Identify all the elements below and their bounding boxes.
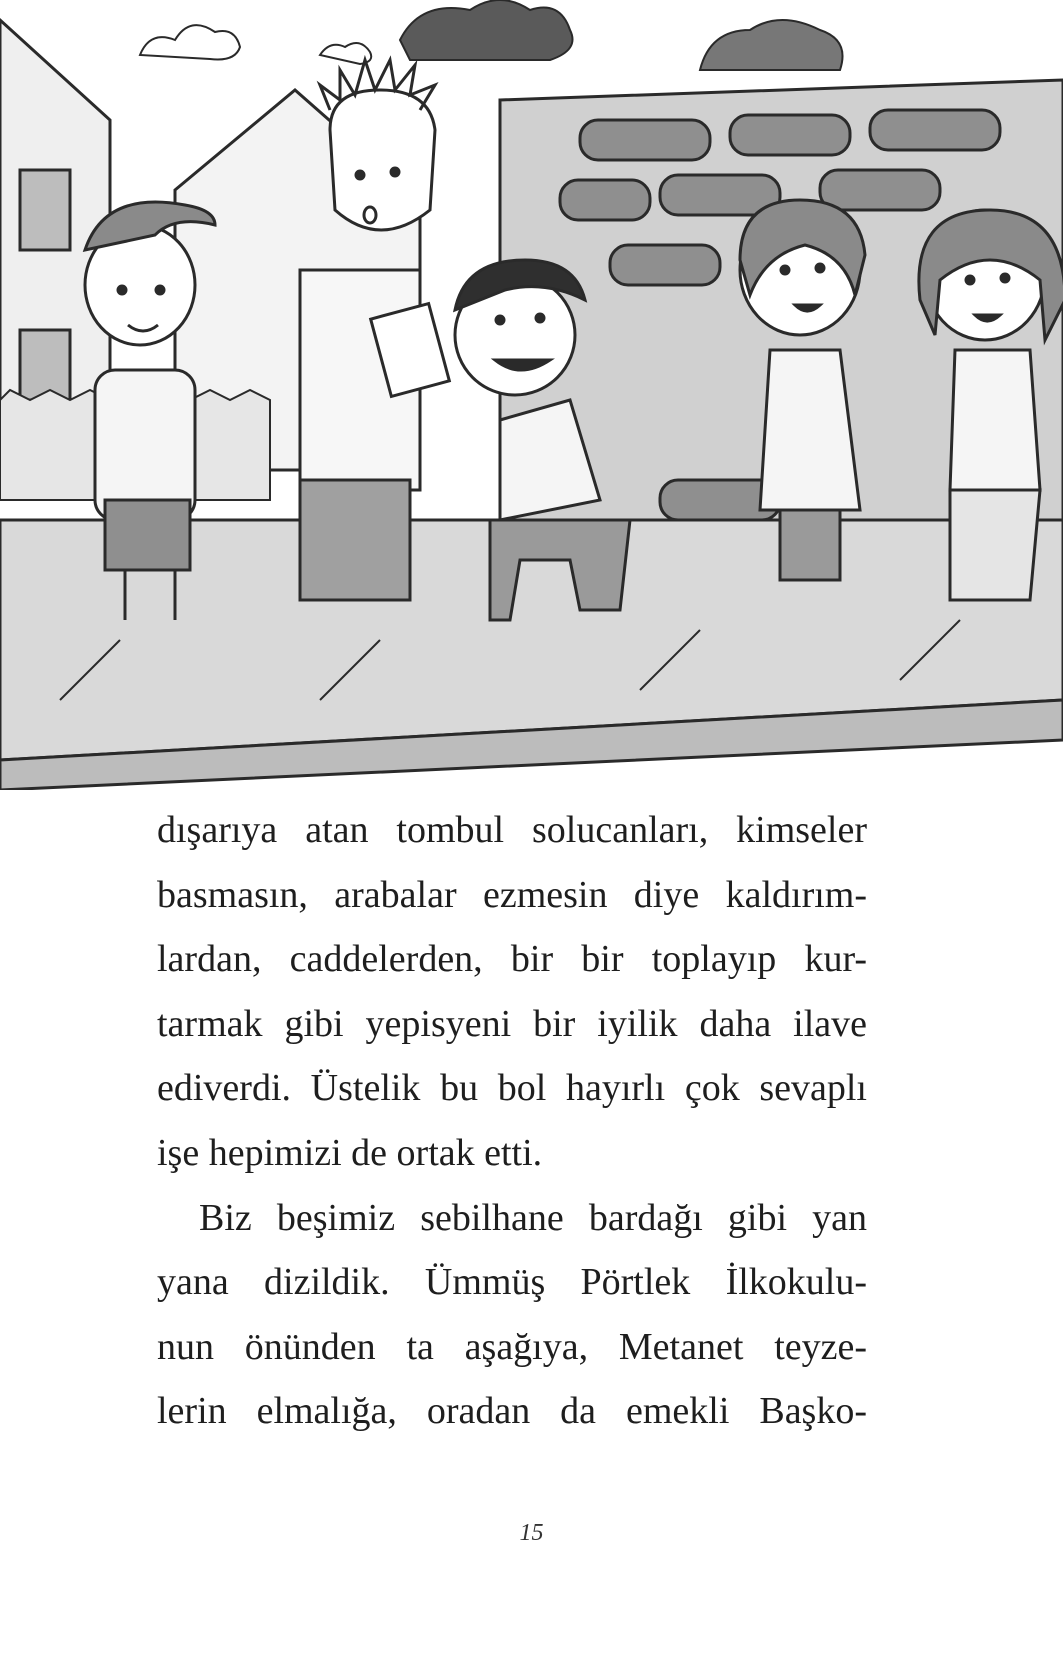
text-line: lerin elmalığa, oradan da emekli Başko- xyxy=(157,1390,867,1433)
text-line: lardan, caddelerden, bir bir toplayıp kur- xyxy=(157,938,867,981)
text-line: nun önünden ta aşağıya, Metanet teyze- xyxy=(157,1325,867,1368)
clouds xyxy=(140,25,371,64)
body-text xyxy=(157,798,867,1444)
children-illustration xyxy=(0,0,1063,790)
text-line: dışarıya atan tombul solucanları, kimseler xyxy=(157,809,867,851)
page-number: 15 xyxy=(519,1520,544,1546)
text-line: Biz beşimiz sebilhane bardağı gibi yan xyxy=(199,1196,867,1239)
text-line: basmasın, arabalar ezmesin diye kaldırım- xyxy=(157,873,867,916)
text-line: yana dizildik. Ümmüş Pörtlek İlkokulu- xyxy=(157,1261,867,1304)
bush-right xyxy=(700,20,843,70)
text-line: işe hepimizi de ortak etti. xyxy=(157,1131,543,1174)
bush xyxy=(400,0,573,60)
text-line: ediverdi. Üstelik bu bol hayırlı çok sevaplı xyxy=(157,1067,867,1110)
paragraph-1 xyxy=(157,798,867,1186)
paragraph-2 xyxy=(157,1186,867,1444)
illustration xyxy=(0,0,1063,790)
text-line: tarmak gibi yepisyeni bir iyilik daha ilave xyxy=(157,1002,867,1045)
